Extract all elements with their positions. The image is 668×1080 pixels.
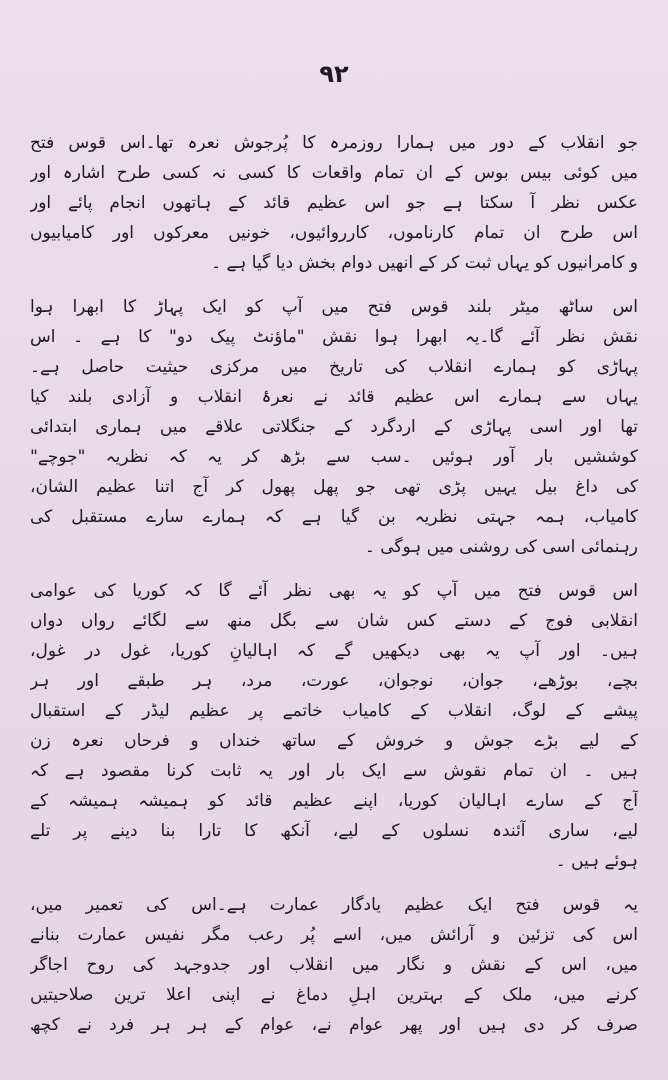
text-line: اس قوس فتح میں آپ کو یہ بھی نظر آئے گا کہ کوریا کی عوامی [30,581,638,601]
text-line: یہاں سے ہمارے اس عظیم قائد نے نعرۂ انقلاب و آزادی بلند کیا [30,387,638,407]
text-line: رہنمائی اسی کی روشنی میں ہوگی ۔ [364,537,638,557]
text-line: اس طرح ان تمام کارناموں، کارروائیوں، خونیں معرکوں اور کامیابیوں [30,223,638,243]
text-line: کی داغ بیل یہیں پڑی تھی جو پھل پھول کر آج اتنا عظیم الشان، [30,477,638,497]
text-line: نقش نظر آئے گا۔یہ ابھرا ہوا نقش "ماؤنٹ پیک دو" کا ہے ۔ اس [30,327,638,347]
text-line: یہ قوس فتح ایک عظیم یادگار عمارت ہے۔اس کی تعمیر میں، [30,895,638,915]
paragraph [30,576,638,876]
text-line: انقلابی فوج کے دستے کس شان سے بگل منھ سے لگائے رواں دواں [30,611,638,631]
paragraph [30,890,638,1040]
text-line: لیے، ساری آئندہ نسلوں کے لیے، آنکھ کا تارا بنا دینے پر تلے [30,821,638,841]
text-line: آج کے سارے اہالیان کوریا، اپنے عظیم قائد کو ہمیشہ ہمیشہ کے [30,791,638,811]
text-line: عکس نظر آ سکتا ہے جو اس عظیم قائد کے ہاتھوں انجام پائے اور [30,193,638,213]
text-line: کے لیے بڑے جوش و خروش کے ساتھ خنداں و فرحاں نعرہ زن [30,731,638,751]
text-line: بچے، بوڑھے، جوان، نوجوان، عورت، مرد، ہر طبقے اور ہر [30,671,638,691]
text-line: ہوئے ہیں ۔ [555,851,638,871]
text-line: تھا اور اسی پہاڑی کے اردگرد کے جنگلاتی علاقے میں ہماری ابتدائی [30,417,638,437]
text-line: صرف کر دی ہیں اور پھر عوام نے، عوام کے ہر ہر فرد نے کچھ [30,1015,638,1035]
text-line: پیشے کے لوگ، انقلاب کے کامیاب خاتمے پر عظیم لیڈر کے استقبال [30,701,638,721]
text-line: اس ساٹھ میٹر بلند قوس فتح میں آپ کو ایک پہاڑ کا ابھرا ہوا [30,297,638,317]
text-line: ہیں۔ اور آپ یہ بھی دیکھیں گے کہ اہالیانِ کوریا، غول در غول، [30,641,638,661]
text-line: کوششیں بار آور ہوئیں ۔سب سے بڑھ کر یہ کہ نظریہ "جوچے" [30,447,638,467]
text-line: ہیں ۔ ان تمام نقوش سے ایک بار اور یہ ثابت کرنا مقصود ہے کہ [30,761,638,781]
text-line: و کامرانیوں کو یہاں ثبت کر کے انھیں دوام بخش دیا گیا ہے ۔ [211,253,638,273]
text-line: اس کی تزئین و آرائش میں، اسے پُر رعب مگر نفیس عمارت بنانے [30,925,638,945]
text-line: میں، اس کے نقش و نگار میں انقلاب اور جدوجہد کی روح اجاگر [30,955,638,975]
text-line: میں کوئی بیس بوس کے ان تمام واقعات کا کسی نہ کسی طرح اشارہ اور [30,163,638,183]
text-line: پہاڑی کو ہمارے انقلاب کی تاریخ میں مرکزی حیثیت حاصل ہے۔ [30,357,638,377]
paragraph [30,292,638,562]
paragraph [30,128,638,278]
page-number: ۹۲ [319,60,349,88]
text-line: کامیاب، ہمہ جہتی نظریہ بن گیا ہے کہ ہمارے سارے مستقبل کی [30,507,638,527]
text-line: کرنے میں، ملک کے بہترین اہلِ دماغ نے اپنی اعلا ترین صلاحیتیں [30,985,638,1005]
text-line: جو انقلاب کے دور میں ہمارا روزمرہ کا پُرجوش نعرہ تھا۔اس قوس فتح [30,133,638,153]
